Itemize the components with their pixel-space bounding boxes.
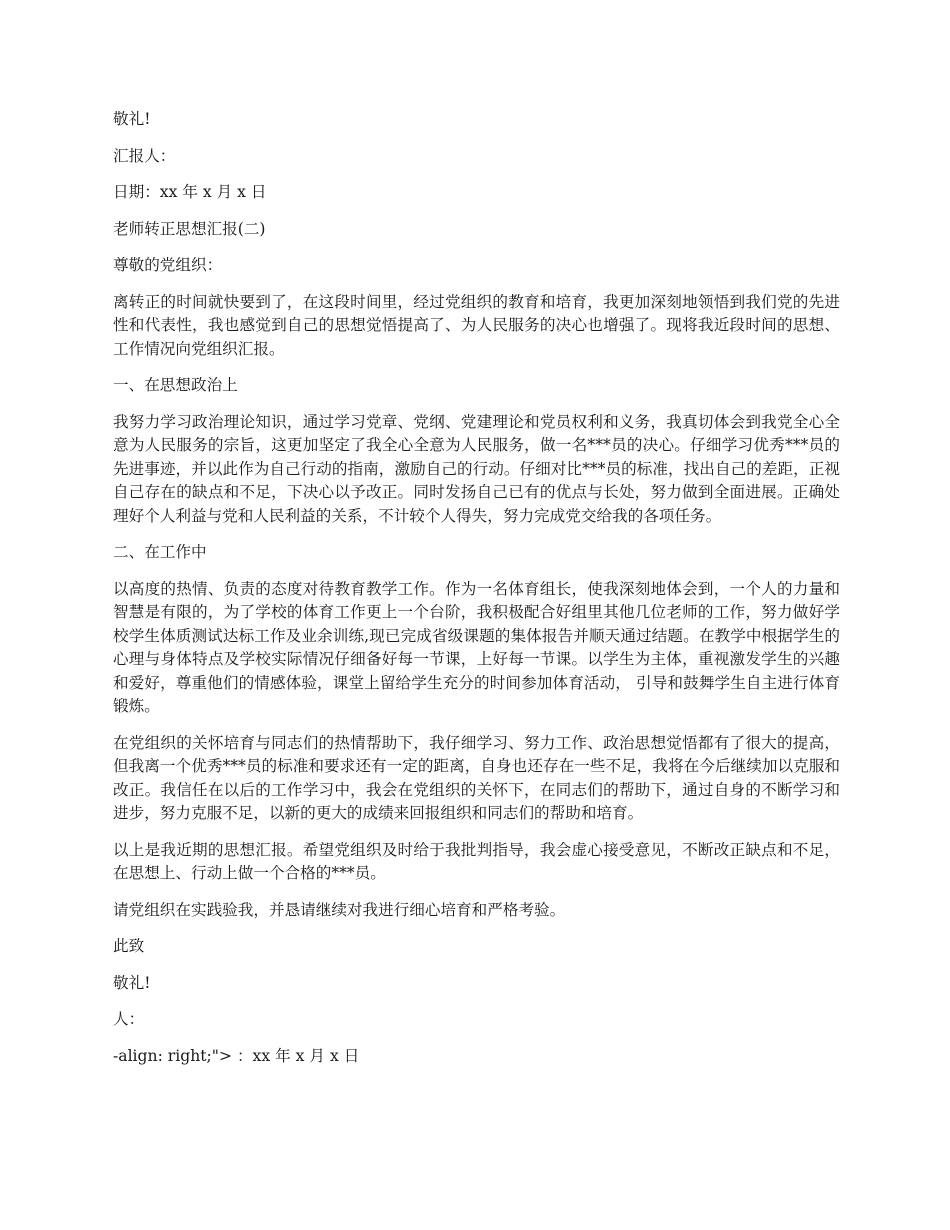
work-paragraph: 以高度的热情、负责的态度对待教育教学工作。作为一名体育组长，使我深刻地体会到，一个人的力量和智慧是有限的，为了学校的体育工作更上一个台阶，我积极配合好组里其他几位老师的工作，努力做好学校学生体质测试达标工作及业余训练,现已完成省级课题的集体报告并顺天通过结题。在教学中根据学生的心理与身体特点及学校实际情况仔细备好每一节课，上好每一节课。以学生为主体，重视激发学生的兴趣和爱好，尊重他们的情感体验，课堂上留给学生充分的时间参加体育活动， 引导和鼓舞学生自主进行体育锻炼。 <box>113 579 840 715</box>
reporter-line: 汇报人： <box>113 146 176 165</box>
section-heading-work: 二、在工作中 <box>113 543 207 561</box>
report-title: 老师转正思想汇报(二) <box>113 219 266 238</box>
closing-salute: 敬礼! <box>113 110 151 128</box>
closing-salute-2: 敬礼! <box>113 973 151 992</box>
document-body <box>113 108 840 1081</box>
signature-line: 人： <box>113 1010 145 1028</box>
final-date-line: -align: right;"> ：xx 年 x 月 x 日 <box>113 1046 360 1065</box>
politics-paragraph: 我努力学习政治理论知识，通过学习党章、党纲、党建理论和党员权利和义务，我真切体会到我党全心全意为人民服务的宗旨，这更加坚定了我全心全意为人民服务，做一名***员的决心。仔细学习优秀***员的先进事迹，并以此作为自己行动的指南，激励自己的行动。仔细对比***员的标准，找出自己的差距，正视自己存在的缺点和不足，下决心以予改正。同时发扬自己已有的优点与长处，努力做到全面进展。正确处理好个人利益与党和人民利益的关系，不计较个人得失，努力完成党交给我的各项任务。 <box>113 412 840 525</box>
intro-paragraph: 离转正的时间就快要到了，在这段时间里，经过党组织的教育和培育，我更加深刻地领悟到我们党的先进性和代表性，我也感觉到自己的思想觉悟提高了、为人民服务的决心也增强了。现将我近段时间的思想、工作情况向党组织汇报。 <box>113 292 840 358</box>
closing-phrase: 此致 <box>113 937 145 955</box>
request-paragraph: 请党组织在实践验我，并恳请继续对我进行细心培育和严格考验。 <box>113 900 566 919</box>
date-line: 日期：xx 年 x 月 x 日 <box>113 183 267 201</box>
section-heading-politics: 一、在思想政治上 <box>113 376 238 394</box>
reflection-paragraph: 在党组织的关怀培育与同志们的热情帮助下，我仔细学习、努力工作、政治思想觉悟都有了很大的提高，但我离一个优秀***员的标准和要求还有一定的距离，自身也还存在一些不足，我将在今后继续加以克服和改正。我信任在以后的工作学习中，我会在党组织的关怀下，在同志们的帮助下，通过自身的不断学习和进步，努力克服不足，以新的更大的成绩来回报组织和同志们的帮助和培育。 <box>113 733 840 822</box>
salutation: 尊敬的党组织： <box>113 256 223 274</box>
summary-paragraph: 以上是我近期的思想汇报。希望党组织及时给于我批判指导，我会虚心接受意见，不断改正缺点和不足，在思想上、行动上做一个合格的***员。 <box>113 840 840 882</box>
